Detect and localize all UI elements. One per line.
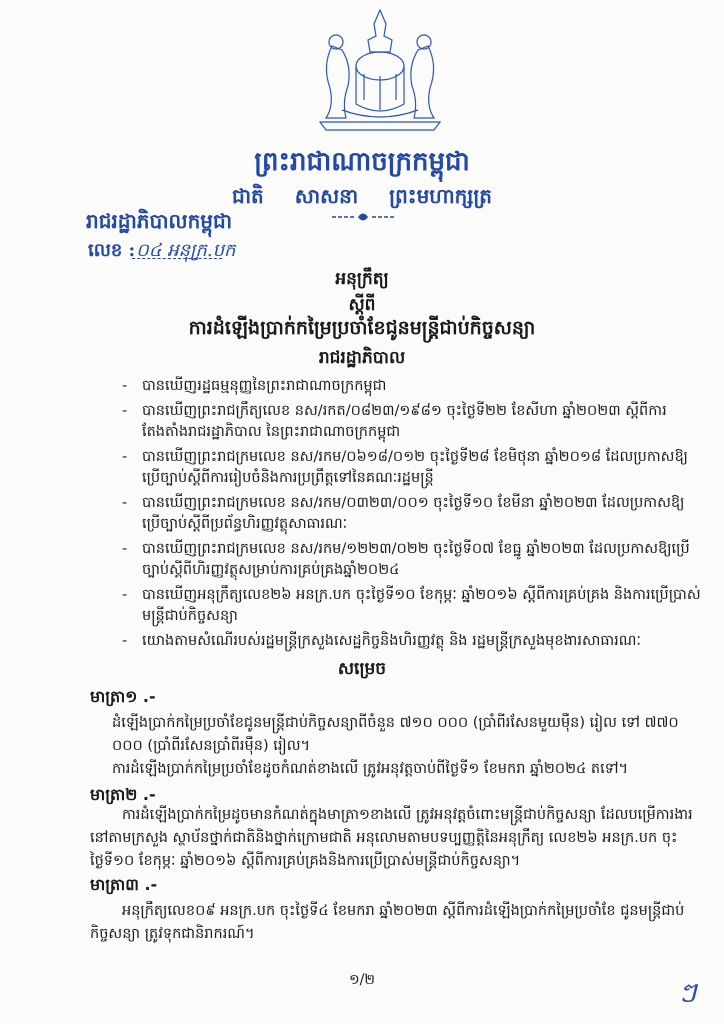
article-3-label: មាត្រា៣ .- bbox=[90, 875, 158, 894]
document-number-label: លេខ : bbox=[88, 240, 136, 261]
consideration-item: - យោងតាមសំណើរបស់រដ្ឋមន្ត្រីក្រសួងសេដ្ឋកិច្ចនិងហិរញ្ញវត្ថុ និង រដ្ឋមន្ត្រីក្រសួងមុខងារសាធារណៈ bbox=[132, 631, 702, 652]
national-motto: ជាតិ សាសនា ព្រះមហាក្សត្រ bbox=[232, 184, 492, 208]
consideration-item: - បានឃើញព្រះរាជក្រមលេខ នស/រកម/០៣២៣/០០១ ចុះថ្ងៃទី១០ ខែមីនា ឆ្នាំ២០២៣ ដែលប្រកាសឱ្យប្រើច្បាប់ស្តីពីប្រព័ន្ធហិរញ្ញវត្ថុសាធារណៈ bbox=[132, 493, 702, 535]
handwritten-initial: ៗ bbox=[678, 976, 697, 1009]
royal-emblem-icon bbox=[312, 6, 448, 134]
government-name: រាជរដ្ឋាភិបាលកម្ពុជា bbox=[86, 209, 232, 233]
article-1-paragraph: ដំឡើងប្រាក់កម្រៃប្រចាំខែជូនមន្ត្រីជាប់កិច្ចសន្យាពីចំនួន ៧១០ ០០០ (ប្រាំពីរសែនមួយម៉ឺន) រៀល ទៅ ៧៧០ ០០០ (ប្រាំពីរសែនប្រាំពីរម៉ឺន) រៀល។ bbox=[112, 715, 679, 754]
consideration-item: - បានឃើញរដ្ឋធម្មនុញ្ញនៃព្រះរាជាណាចក្រកម្ពុជា bbox=[132, 376, 702, 397]
article-1-paragraph: ការដំឡើងប្រាក់កម្រៃប្រចាំខែដូចកំណត់ខាងលើ ត្រូវអនុវត្តចាប់ពីថ្ងៃទី១ ខែមករា ឆ្នាំ២០២៤ តទៅ។ bbox=[112, 761, 629, 777]
article-3-paragraph: អនុក្រឹត្យលេខ០៩ អនក្រ.បក ចុះថ្ងៃទី៤ ខែមករា ឆ្នាំ២០២៣ ស្តីពីការដំឡើងប្រាក់កម្រៃប្រចាំខែ ជូនមន្ត្រីជាប់កិច្ចសន្យា ត្រូវទុកជានិរាករណ៍។ bbox=[90, 903, 685, 942]
consideration-item: - បានឃើញព្រះរាជក្រឹត្យលេខ នស/រកត/០៨២៣/១៩៨១ ចុះថ្ងៃទី២២ ខែសីហា ឆ្នាំ២០២៣ ស្តីពីការតែងតាំងរាជរដ្ឋាភិបាល នៃព្រះរាជាណាចក្រកម្ពុជា bbox=[132, 401, 702, 443]
decision-heading: សម្រេច bbox=[337, 659, 387, 679]
consideration-item: - បានឃើញព្រះរាជក្រមលេខ នស/រកម/០៦១៨/០១២ ចុះថ្ងៃទី២៨ ខែមិថុនា ឆ្នាំ២០១៨ ដែលប្រកាសឱ្យប្រើច្បាប់ស្តីពីការរៀបចំនិងការប្រព្រឹត្តទៅនៃគណៈរដ្ឋមន្ត្រី bbox=[132, 447, 702, 489]
kingdom-title: ព្រះរាជាណាចក្រកម្ពុជា bbox=[254, 147, 470, 177]
consideration-item: - បានឃើញអនុក្រឹត្យលេខ២៦ អនក្រ.បក ចុះថ្ងៃទី១០ ខែកុម្ភៈ ឆ្នាំ២០១៦ ស្តីពីការគ្រប់គ្រង និងការប្រើប្រាស់មន្ត្រីជាប់កិច្ចសន្យា bbox=[132, 585, 702, 627]
number-underline bbox=[132, 258, 222, 259]
considerations-list bbox=[132, 376, 702, 656]
title-on: ស្តីពី bbox=[348, 295, 376, 315]
document-type: អនុក្រឹត្យ bbox=[335, 269, 389, 289]
article-1-label: មាត្រា១ .- bbox=[90, 687, 156, 706]
ornament-divider-icon bbox=[330, 210, 396, 224]
article-2-label: មាត្រា២ .- bbox=[90, 785, 156, 804]
document-subject: ការដំឡើងប្រាក់កម្រៃប្រចាំខែជូនមន្ត្រីជាប់កិច្ចសន្យា bbox=[188, 317, 536, 339]
consideration-item: - បានឃើញព្រះរាជក្រមលេខ នស/រកម/១២២៣/០២២ ចុះថ្ងៃទី០៧ ខែធ្នូ ឆ្នាំ២០២៣ ដែលប្រកាសឱ្យប្រើច្បាប់ស្តីពីហិរញ្ញវត្ថុសម្រាប់ការគ្រប់គ្រងឆ្នាំ២០២៤ bbox=[132, 539, 702, 581]
document-number-value: ០៤ អនុក្រ.បក bbox=[136, 240, 236, 261]
article-2-paragraph: ការដំឡើងប្រាក់កម្រៃដូចមានកំណត់ក្នុងមាត្រា១ខាងលើ ត្រូវអនុវត្តចំពោះមន្ត្រីជាប់កិច្ចសន្យា ដែលបម្រើការងារនៅតាមក្រសួង ស្ថាប័នថ្នាក់ជាតិនិងថ្នាក់ក្រោមជាតិ អនុលោមតាមបទប្បញ្ញត្តិនៃអនុក្រឹត្យ លេខ២៦ អនក្រ.បក ចុះថ្ងៃទី១០ ខែកុម្ភៈ ឆ្នាំ២០១៦ ស្តីពីការគ្រប់គ្រងនិងការប្រើប្រាស់មន្ត្រីជាប់កិច្ចសន្យា។ bbox=[90, 807, 693, 869]
page-number: ១/២ bbox=[349, 972, 375, 988]
issuer-heading: រាជរដ្ឋាភិបាល bbox=[318, 348, 406, 368]
